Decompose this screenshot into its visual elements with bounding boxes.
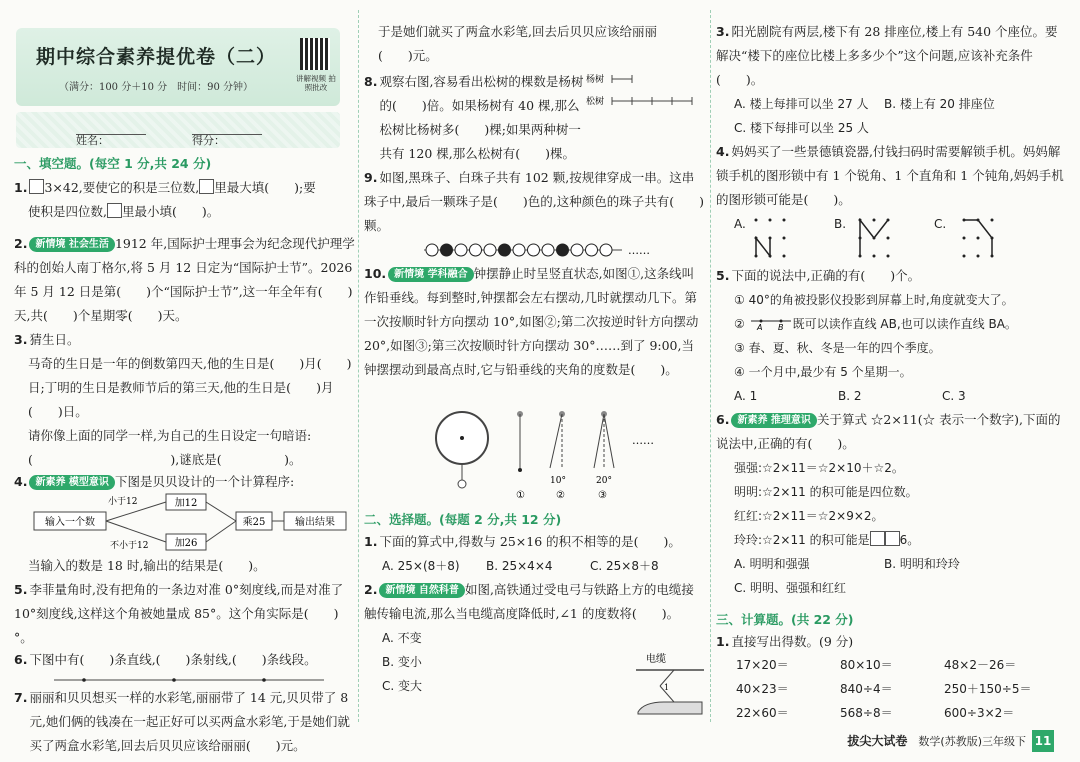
option-b[interactable]: B. 变小	[382, 655, 422, 669]
section-1-title: 一、填空题。(每空 1 分,共 24 分)	[14, 156, 212, 171]
option-a[interactable]: A. 楼上每排可以坐 27 人	[734, 97, 869, 111]
option-a[interactable]: A. 不变	[382, 631, 422, 645]
choice-4: 4. 妈妈买了一些景德镇瓷器,付钱扫码时需要解锁手机。妈妈解锁手机的图形锁中有 1 个锐角、1 个直角和 1 个钝角,妈妈手机的图形锁可能是( )。	[716, 144, 1064, 207]
calc-item: 17×20＝	[736, 658, 789, 672]
calc-item: 250＋150÷5＝	[944, 682, 1032, 696]
calc-item: 600÷3×2＝	[944, 706, 1015, 720]
white-bead	[571, 244, 583, 256]
white-bead	[600, 244, 612, 256]
question-7-continued: 于是她们就买了两盒水彩笔,回去后贝贝应该给丽丽 ( )元。	[378, 24, 657, 63]
qr-code-icon[interactable]	[300, 38, 330, 70]
option-b[interactable]: B. 楼上有 20 排座位	[884, 97, 995, 111]
question-6: 6. 下图中有( )条直线,( )条射线,( )条线段。	[14, 652, 317, 667]
option-c[interactable]: C. 3	[942, 389, 966, 403]
exam-subtitle: （满分：100 分＋10 分 时间：90 分钟）	[58, 82, 254, 93]
svg-text:A: A	[756, 323, 763, 332]
score-field[interactable]: 得分：	[192, 122, 262, 136]
question-5: 5. 李菲量角时,没有把角的一条边对准 0°刻度线,而是对准了 10°刻度线,这样这个角被她量成 85°。这个角实际是( )°。	[14, 582, 344, 645]
train-cable-figure	[634, 652, 706, 718]
beads-figure	[424, 240, 664, 260]
tree-bar-diagram	[586, 72, 706, 112]
question-1: 1. 3×42,要使它的积是三位数, 里最大填( );要 使积是四位数, 里最小填( )。	[14, 180, 316, 219]
option-c[interactable]: C. 变大	[382, 679, 423, 693]
black-bead	[557, 244, 569, 256]
label-yang: 杨树	[586, 75, 605, 85]
option-c[interactable]: C. 明明、强强和红红	[734, 581, 847, 595]
choice-1: 1. 下面的算式中,得数与 25×16 的积不相等的是( )。 A. 25×(8＋8) B. 25×4×4 C. 25×8＋8	[364, 530, 704, 578]
fig-label-2: ②	[556, 490, 565, 501]
white-bead	[528, 244, 540, 256]
beads-ellipsis: ……	[628, 244, 650, 257]
flow-ge: 不小于12	[110, 541, 149, 551]
question-9: 9. 如图,黑珠子、白珠子共有 102 颗,按规律穿成一串。这串珠子中,最后一颗珠子是( )色的,这种颜色的珠子共有( )颗。	[364, 170, 704, 233]
page-number: 11	[1032, 730, 1054, 752]
page-footer	[716, 732, 1026, 749]
calc-item: 80×10＝	[840, 658, 893, 672]
tag-badge: 新情境 自然科普	[379, 583, 464, 598]
svg-text:B: B	[777, 323, 784, 332]
blank-box[interactable]	[107, 203, 122, 218]
white-bead	[470, 244, 482, 256]
cable-label: 电缆	[646, 654, 666, 665]
option-a[interactable]: A. 1	[734, 389, 758, 403]
name-score-bar	[16, 112, 340, 148]
pattern-locks	[752, 218, 1052, 262]
tag-badge: 新素养 推理意识	[731, 413, 816, 428]
calc-item: 40×23＝	[736, 682, 789, 696]
option-a[interactable]: A.	[734, 217, 746, 231]
label-song: 松树	[586, 97, 605, 107]
choice-3: 3. 阳光剧院有两层,楼下有 28 排座位,楼上有 540 个座位。要解决“楼下的座位比楼上多多少个”这个问题,应该补充条件( )。 A. 楼上每排可以坐 27 人 B. 楼上有 20 排座位 C. 楼下每排可以坐 25 人	[716, 20, 1066, 140]
footer-subject: 数学(苏教版)三年级下	[918, 735, 1026, 748]
calc-item: 568÷8＝	[840, 706, 893, 720]
option-a[interactable]: A. 25×(8＋8)	[382, 559, 460, 573]
qr-label: 讲解视频 拍照批改	[296, 74, 336, 92]
question-4-answer: 当输入的数是 18 时,输出的结果是( )。	[28, 558, 266, 573]
question-2: 2. 新情境 社会生活 1912 年,国际护士理事会为纪念现代护理学科的创始人南丁格尔,将 5 月 12 日定为“国际护士节”。2026 年 5 月 12 日是第( )个“国际护士节”,这一年全年有( )天,共( )个星期零( )天。	[14, 236, 355, 323]
white-bead	[586, 244, 598, 256]
calc-item: 48×2－26＝	[944, 658, 1017, 672]
calc-item: 22×60＝	[736, 706, 789, 720]
option-b[interactable]: B.	[834, 217, 847, 231]
choice-5: 5. 下面的说法中,正确的有( )个。 ① 40°的角被投影仪投影到屏幕上时,角度就变大了。 ② A B 既可以读作直线 AB,也可以读作直线 BA。 ③ 春、夏、秋、冬是一年的四个季度。 ④ 一个月中,最少有 5 个星期一。 A. 1 B. 2 C. 3	[716, 264, 1066, 408]
choice-6: 6. 新素养 推理意识 关于算式 ☆2×11(☆ 表示一个数字),下面的说法中,正确的有( )。 强强:☆2×11＝☆2×10＋☆2。 明明:☆2×11 的积可能是四位数。 红红:☆2×11＝☆2×9×2。 玲玲:☆2×11 的积可能是 6。 A. 明明和强强 B. 明明和玲玲 C. 明明、强强和红红	[716, 408, 1066, 600]
flow-add12: 加12	[174, 498, 198, 509]
blank-box[interactable]	[199, 179, 214, 194]
angle-label: 1	[664, 683, 670, 692]
tag-badge: 新素养 模型意识	[29, 475, 114, 490]
fig-label-1: ①	[516, 490, 525, 501]
white-bead	[426, 244, 438, 256]
section-2-title: 二、选择题。(每题 2 分,共 12 分)	[364, 512, 562, 527]
tag-badge: 新情境 社会生活	[29, 237, 114, 252]
white-bead	[542, 244, 554, 256]
flow-mul: 乘25	[242, 517, 266, 528]
white-bead	[484, 244, 496, 256]
question-7: 7. 丽丽和贝贝想买一样的水彩笔,丽丽带了 14 元,贝贝带了 8 元,她们俩的钱凑在一起正好可以买两盒水彩笔,于是她们就买了两盒水彩笔,回去后贝贝应该给丽丽( )元。	[14, 690, 350, 753]
black-bead	[441, 244, 453, 256]
line-ab-icon	[749, 317, 793, 331]
fig-label-3: ③	[598, 490, 607, 501]
flow-output: 输出结果	[295, 517, 335, 528]
calc-1: 1. 直接写出得数。(9 分)	[716, 634, 854, 649]
choice-2: 2. 新情境 自然科普 如图,高铁通过受电弓与铁路上方的电缆接触传输电流,那么当电缆高度降低时,∠1 的度数将( )。 A. 不变 B. 变小 C. 变大	[364, 578, 704, 698]
question-4: 4. 新素养 模型意识 下图是贝贝设计的一个计算程序:	[14, 474, 295, 489]
flow-lt: 小于12	[108, 497, 138, 507]
question-8: 8. 观察右图,容易看出松树的棵数是杨树的( )倍。如果杨树有 40 棵,那么松树比杨树多( )棵;如果两种树一共有 120 棵,那么松树有( )棵。	[364, 74, 584, 161]
question-3: 3. 猜生日。 马奇的生日是一年的倒数第四天,他的生日是( )月( )日;丁明的生日是教师节后的第三天,他的生日是( )月( )日。 请你像上面的同学一样,为自己的生日设定一句暗语:( ),谜底是( )。	[14, 332, 352, 467]
white-bead	[455, 244, 467, 256]
black-bead	[499, 244, 511, 256]
pendulum-ellipsis: ……	[632, 434, 654, 447]
column-divider-2	[710, 10, 711, 722]
option-b[interactable]: B. 25×4×4	[486, 559, 553, 573]
option-b[interactable]: B. 2	[838, 389, 862, 403]
blank-box[interactable]	[29, 179, 44, 194]
option-a[interactable]: A. 明明和强强	[734, 557, 810, 571]
option-c[interactable]: C. 25×8＋8	[590, 559, 659, 573]
section-3-title: 三、计算题。(共 22 分)	[716, 612, 854, 627]
pendulum-figure	[424, 408, 714, 504]
flow-add26: 加26	[174, 538, 198, 549]
footer-brand: 拔尖大试卷	[847, 734, 908, 748]
exam-header	[16, 28, 340, 106]
exam-title: 期中综合素养提优卷（二）	[35, 46, 276, 68]
white-bead	[513, 244, 525, 256]
name-field[interactable]: 姓名：	[76, 122, 146, 136]
calc-item: 840÷4＝	[840, 682, 893, 696]
flow-input: 输入一个数	[45, 517, 95, 528]
question-10: 10. 新情境 学科融合 钟摆静止时呈竖直状态,如图①,这条线叫作铅垂线。每到整时,钟摆都会左右摆动,几时就摆动几下。第一次按顺时针方向摆动 10°,如图②;第二次按逆时针方向摆动 20°,如图③;第三次按顺时针方向摆动 30°……到了 9:00,当钟摆摆动到最高点时,它与铅垂线的夹角的度数是( )。	[364, 266, 699, 377]
option-b[interactable]: B. 明明和玲玲	[884, 557, 960, 571]
program-flowchart	[34, 492, 354, 554]
column-divider-1	[358, 10, 359, 722]
blank-box[interactable]	[870, 531, 885, 546]
angle-20: 20°	[596, 476, 612, 486]
option-c[interactable]: C. 楼下每排可以坐 25 人	[734, 121, 869, 135]
blank-box[interactable]	[885, 531, 900, 546]
angle-10: 10°	[550, 476, 566, 486]
option-c[interactable]: C.	[934, 217, 947, 231]
tag-badge: 新情境 学科融合	[388, 267, 473, 282]
